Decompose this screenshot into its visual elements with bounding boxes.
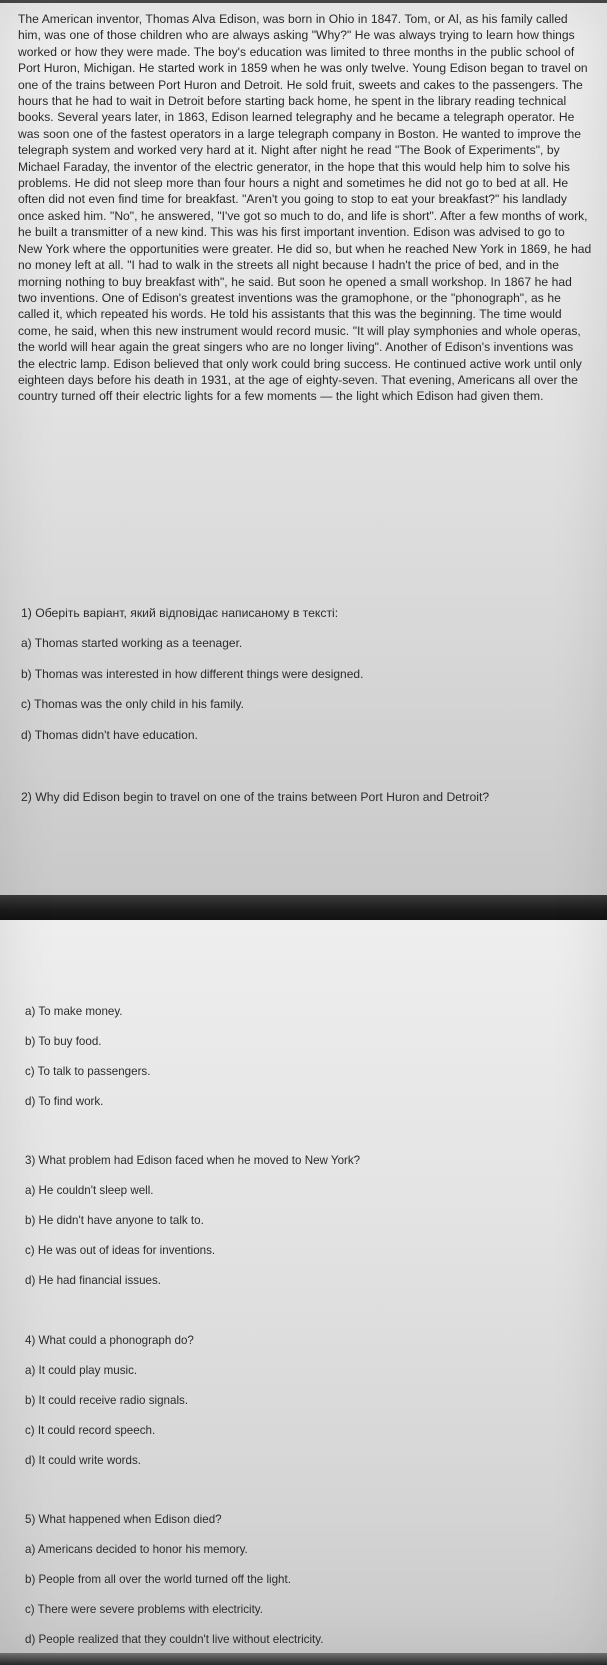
question-5-prompt: 5) What happened when Edison died?: [25, 1513, 222, 1526]
question-4-option-d: d) It could write words.: [25, 1454, 141, 1467]
question-2-option-c: c) To talk to passengers.: [25, 1065, 151, 1078]
question-4-option-b: b) It could receive radio signals.: [25, 1394, 189, 1407]
question-1-prompt: 1) Оберіть варіант, який відповідає написаному в тексті:: [21, 606, 339, 620]
question-3-prompt: 3) What problem had Edison faced when he moved to New York?: [25, 1154, 361, 1167]
question-2-option-d: d) To find work.: [25, 1095, 104, 1108]
question-3-option-c: c) He was out of ideas for inventions.: [25, 1244, 216, 1257]
question-4-option-c: c) It could record speech.: [25, 1424, 156, 1437]
question-4-option-a: a) It could play music.: [25, 1364, 138, 1377]
question-2-option-b: b) To buy food.: [25, 1035, 102, 1048]
question-3-option-a: a) He couldn't sleep well.: [25, 1184, 154, 1197]
question-5-option-a: a) Americans decided to honor his memory.: [25, 1543, 248, 1556]
question-5-option-b: b) People from all over the world turned off the light.: [25, 1573, 291, 1586]
question-3-option-d: d) He had financial issues.: [25, 1274, 161, 1287]
question-3-option-b: b) He didn't have anyone to talk to.: [25, 1214, 204, 1227]
photo-divider-band: [0, 895, 607, 920]
reading-passage: The American inventor, Thomas Alva Edison, was born in Ohio in 1847. Tom, or Al, as his family called him, was one of those children who are always asking "Why?" He was always trying to learn how things worked or how they were made. The boy's education was limited to three months in the public school of Port Huron, Michigan. He started work in 1859 when he was only twelve. Young Edison began to travel on one of the trains between Port Huron and Detroit. He sold fruit, sweets and cakes to the passengers. The hours that he had to wait in Detroit before starting back home, he spent in the library reading technical books. Several years later, in 1863, Edison learned telegraphy and he became a telegraph operator. He was soon one of the fastest operators in a large telegraph company in Boston. He wanted to improve the telegraph system and worked very hard at it. Night after night he read "The Book of Experiments", by Michael Faraday, the inventor of the electric generator, in the hope that this would help him to solve his problems. He did not sleep more than four hours a night and sometimes he did not go to bed at all. He often did not even find time for breakfast. "Aren't you going to stop to eat your breakfast?" his landlady once asked him. "No", he answered, "I've got so much to do, and life is short". After a few months of work, he built a transmitter of a new kind. This was his first important invention. Edison was advised to go to New York where the opportunities were greater. He did so, but when he reached New York in 1869, he had no money left at all. "I had to walk in the streets all night because I hadn't the price of bed, and in the morning nothing to buy breakfast with", he said. But soon he opened a small workshop. In 1867 he had two inventions. One of Edison's greatest inventions was the gramophone, or the "phonograph", as he called it, which repeated his words. He told his assistants that this was the beginning. The time would come, he said, when this new instrument would record music. "It will play symphonies and whole operas, the world will hear again the great singers who are no longer living". Another of Edison's inventions was the electric lamp. Edison believed that only work could bring success. He continued active work until only eighteen days before his death in 1931, at the age of eighty-seven. That evening, Americans all over the country turned off their electric lights for a few moments — the light which Edison had given them.: [18, 12, 592, 404]
question-2-prompt: 2) Why did Edison begin to travel on one of the trains between Port Huron and Detroit?: [21, 790, 490, 804]
question-1-option-d: d) Thomas didn't have education.: [21, 728, 198, 742]
question-5-option-c: c) There were severe problems with electricity.: [25, 1603, 263, 1616]
question-1-option-a: a) Thomas started working as a teenager.: [21, 636, 243, 650]
question-4-prompt: 4) What could a phonograph do?: [25, 1334, 194, 1347]
bottom-photo-section: [0, 920, 607, 1665]
question-2-option-a: a) To make money.: [25, 1005, 123, 1018]
photo-bottom-edge: [0, 1653, 607, 1665]
question-1-option-b: b) Thomas was interested in how different things were designed.: [21, 667, 364, 681]
question-1-option-c: c) Thomas was the only child in his family.: [21, 697, 244, 711]
photo-top-edge: [0, 0, 607, 3]
question-5-option-d: d) People realized that they couldn't live without electricity.: [25, 1633, 324, 1646]
